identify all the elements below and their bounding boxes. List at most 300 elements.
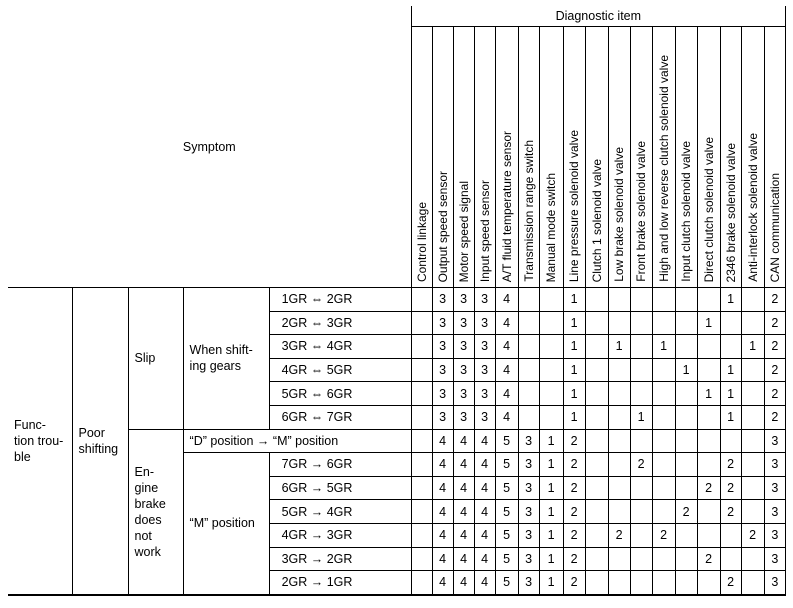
- table-cell: [630, 429, 652, 453]
- table-cell: 4: [432, 500, 453, 524]
- table-cell: 5: [495, 429, 518, 453]
- table-cell: 2: [764, 405, 785, 429]
- table-cell: 1: [608, 335, 630, 359]
- row-label-text: 5GR → 4GR: [281, 504, 353, 519]
- table-cell: 3: [453, 311, 474, 335]
- table-cell: [608, 311, 630, 335]
- column-header: [608, 27, 630, 288]
- table-cell: [411, 429, 432, 453]
- table-cell: 3: [474, 405, 495, 429]
- table-cell: [720, 523, 741, 547]
- table-cell: [630, 335, 652, 359]
- table-cell: 1: [720, 288, 741, 312]
- row-label-text: 3GR ⇔ 4GR: [281, 339, 353, 354]
- column-header-label: A/T fluid temperature sensor: [499, 130, 514, 282]
- header-row-top: [8, 6, 786, 27]
- table-cell: 4: [453, 500, 474, 524]
- row-label: [269, 311, 411, 335]
- table-cell: [697, 429, 720, 453]
- row-label: [269, 453, 411, 477]
- row-label: [269, 382, 411, 406]
- table-cell: [585, 500, 608, 524]
- row-label-text: 6GR → 5GR: [281, 481, 353, 496]
- diagnostic-item-header: [411, 6, 785, 27]
- table-cell: 3: [474, 288, 495, 312]
- table-cell: 3: [453, 358, 474, 382]
- table-cell: [697, 571, 720, 595]
- table-cell: [630, 571, 652, 595]
- table-cell: 5: [495, 547, 518, 571]
- table-cell: [697, 358, 720, 382]
- table-cell: 1: [720, 405, 741, 429]
- table-cell: 2: [608, 523, 630, 547]
- table-cell: 4: [432, 523, 453, 547]
- table-cell: [697, 335, 720, 359]
- table-cell: 2: [720, 453, 741, 477]
- column-header: [764, 27, 785, 288]
- table-cell: 3: [453, 288, 474, 312]
- table-cell: 1: [720, 382, 741, 406]
- table-cell: [585, 476, 608, 500]
- table-cell: [411, 476, 432, 500]
- table-cell: 3: [453, 335, 474, 359]
- table-cell: [585, 523, 608, 547]
- table-cell: [608, 429, 630, 453]
- table-cell: [675, 405, 697, 429]
- column-header: [563, 27, 585, 288]
- table-cell: [411, 523, 432, 547]
- column-header-label: Line pressure solenoid valve: [567, 129, 582, 282]
- table-cell: [539, 335, 563, 359]
- table-cell: 2: [764, 335, 785, 359]
- column-header: [539, 27, 563, 288]
- table-cell: [630, 382, 652, 406]
- diagnostic-table: [8, 6, 786, 596]
- table-cell: [411, 453, 432, 477]
- row-label: [269, 358, 411, 382]
- engine-brake-label-text: En- gine brake does not work: [134, 464, 166, 559]
- table-cell: [720, 547, 741, 571]
- table-cell: 3: [432, 382, 453, 406]
- column-header-label: Input clutch solenoid valve: [679, 141, 694, 282]
- table-cell: 2: [764, 358, 785, 382]
- column-header-label: Manual mode switch: [544, 172, 559, 282]
- table-cell: 4: [495, 405, 518, 429]
- table-cell: 3: [764, 476, 785, 500]
- function-trouble-label: [8, 288, 72, 595]
- function-trouble-label-text: Func- tion trou- ble: [14, 417, 64, 464]
- table-cell: 3: [518, 453, 539, 477]
- table-cell: [411, 571, 432, 595]
- table-cell: [741, 382, 764, 406]
- column-header: [720, 27, 741, 288]
- table-cell: 4: [495, 358, 518, 382]
- table-cell: 4: [453, 476, 474, 500]
- table-cell: 2: [563, 429, 585, 453]
- table-cell: [585, 311, 608, 335]
- table-cell: [675, 288, 697, 312]
- table-cell: 5: [495, 500, 518, 524]
- table-cell: 3: [432, 405, 453, 429]
- table-cell: 1: [563, 405, 585, 429]
- row-label-text: 3GR → 2GR: [281, 551, 353, 566]
- table-cell: [608, 358, 630, 382]
- table-cell: [741, 358, 764, 382]
- table-cell: 5: [495, 453, 518, 477]
- table-cell: 3: [518, 500, 539, 524]
- table-cell: 1: [563, 382, 585, 406]
- table-cell: 2: [720, 571, 741, 595]
- table-cell: [630, 311, 652, 335]
- column-header-label: Low brake solenoid valve: [612, 147, 627, 282]
- column-header-label: Anti-interlock solenoid valve: [745, 133, 760, 282]
- table-cell: 1: [539, 547, 563, 571]
- row-label: [269, 571, 411, 595]
- table-cell: 2: [764, 311, 785, 335]
- row-label: [269, 335, 411, 359]
- table-cell: [720, 429, 741, 453]
- table-cell: [585, 358, 608, 382]
- table-cell: 3: [518, 476, 539, 500]
- table-cell: 1: [539, 453, 563, 477]
- row-label: [269, 405, 411, 429]
- table-cell: 3: [432, 288, 453, 312]
- table-cell: 3: [764, 523, 785, 547]
- table-cell: 2: [720, 476, 741, 500]
- poor-shifting-label-text: Poor shifting: [78, 425, 119, 456]
- table-cell: 4: [474, 500, 495, 524]
- table-cell: [585, 429, 608, 453]
- symptom-header: [8, 6, 411, 288]
- table-cell: 1: [563, 288, 585, 312]
- table-cell: 4: [474, 453, 495, 477]
- table-cell: [675, 311, 697, 335]
- table-cell: [741, 500, 764, 524]
- table-cell: [652, 547, 675, 571]
- column-header: [518, 27, 539, 288]
- table-cell: [608, 288, 630, 312]
- table-cell: 5: [495, 523, 518, 547]
- table-cell: 3: [474, 335, 495, 359]
- table-cell: 3: [518, 429, 539, 453]
- table-cell: [741, 311, 764, 335]
- table-cell: [652, 476, 675, 500]
- table-cell: [518, 382, 539, 406]
- table-cell: [411, 500, 432, 524]
- table-cell: [675, 571, 697, 595]
- row-label-text: 1GR ⇔ 2GR: [281, 292, 353, 307]
- table-cell: 1: [741, 335, 764, 359]
- column-header: [741, 27, 764, 288]
- table-cell: 1: [539, 523, 563, 547]
- table-cell: [585, 453, 608, 477]
- table-cell: [675, 523, 697, 547]
- table-cell: 4: [453, 571, 474, 595]
- table-cell: [608, 500, 630, 524]
- column-header-label: Motor speed signal: [456, 180, 471, 282]
- table-cell: [411, 547, 432, 571]
- table-cell: [630, 523, 652, 547]
- table-cell: [411, 335, 432, 359]
- table-cell: [741, 405, 764, 429]
- m-position-label: [183, 453, 269, 595]
- table-row: [8, 288, 786, 312]
- table-cell: 1: [697, 382, 720, 406]
- table-cell: [539, 311, 563, 335]
- table-cell: 4: [495, 382, 518, 406]
- column-header: [697, 27, 720, 288]
- column-header-label: Control linkage: [414, 201, 429, 282]
- row-label: [183, 429, 411, 453]
- table-cell: [652, 382, 675, 406]
- table-cell: 3: [518, 547, 539, 571]
- table-cell: [608, 476, 630, 500]
- table-cell: 2: [563, 476, 585, 500]
- table-cell: 1: [539, 476, 563, 500]
- table-cell: 2: [764, 288, 785, 312]
- table-cell: 1: [697, 311, 720, 335]
- table-cell: 4: [453, 453, 474, 477]
- table-cell: [630, 476, 652, 500]
- table-cell: [411, 288, 432, 312]
- table-cell: 3: [474, 358, 495, 382]
- table-cell: [630, 547, 652, 571]
- table-cell: 4: [474, 429, 495, 453]
- table-cell: 4: [474, 523, 495, 547]
- table-cell: 3: [432, 311, 453, 335]
- table-cell: [697, 500, 720, 524]
- table-cell: 5: [495, 476, 518, 500]
- table-cell: [697, 453, 720, 477]
- engine-brake-label: [128, 429, 183, 595]
- table-cell: 2: [675, 500, 697, 524]
- table-cell: 1: [539, 571, 563, 595]
- table-cell: 4: [432, 476, 453, 500]
- column-header-label: Input speed sensor: [477, 179, 492, 282]
- table-cell: 1: [563, 311, 585, 335]
- table-cell: [585, 547, 608, 571]
- column-header: [495, 27, 518, 288]
- table-cell: [720, 335, 741, 359]
- row-label: [269, 500, 411, 524]
- table-cell: 4: [495, 311, 518, 335]
- table-cell: [741, 547, 764, 571]
- table-cell: [741, 288, 764, 312]
- table-cell: [518, 405, 539, 429]
- table-cell: [411, 358, 432, 382]
- row-label-text: “D” position → “M” position: [189, 433, 339, 448]
- row-label: [269, 523, 411, 547]
- table-cell: 1: [652, 335, 675, 359]
- table-cell: [652, 571, 675, 595]
- column-header: [453, 27, 474, 288]
- symptom-header-text: Symptom: [182, 139, 236, 154]
- row-label-text: 2GR → 1GR: [281, 575, 353, 590]
- table-cell: [608, 405, 630, 429]
- table-cell: [697, 523, 720, 547]
- table-cell: 2: [652, 523, 675, 547]
- table-cell: 2: [630, 453, 652, 477]
- table-cell: [652, 453, 675, 477]
- table-cell: [697, 288, 720, 312]
- table-cell: 1: [675, 358, 697, 382]
- table-cell: [411, 382, 432, 406]
- table-cell: 3: [518, 523, 539, 547]
- table-cell: [652, 288, 675, 312]
- column-header: [675, 27, 697, 288]
- table-cell: [652, 429, 675, 453]
- table-cell: [608, 547, 630, 571]
- table-cell: [741, 476, 764, 500]
- table-cell: [539, 358, 563, 382]
- table-cell: [675, 429, 697, 453]
- row-label-text: 7GR → 6GR: [281, 457, 353, 472]
- table-cell: 4: [453, 429, 474, 453]
- table-cell: [630, 500, 652, 524]
- table-cell: [518, 311, 539, 335]
- table-cell: 2: [697, 476, 720, 500]
- table-cell: [585, 335, 608, 359]
- table-cell: [675, 547, 697, 571]
- table-cell: [608, 571, 630, 595]
- table-cell: 1: [563, 335, 585, 359]
- table-cell: [585, 382, 608, 406]
- table-cell: [741, 429, 764, 453]
- table-cell: [518, 335, 539, 359]
- table-cell: 3: [764, 571, 785, 595]
- row-label-text: 2GR ⇔ 3GR: [281, 315, 353, 330]
- column-header: [474, 27, 495, 288]
- table-cell: [675, 476, 697, 500]
- table-cell: 4: [453, 523, 474, 547]
- column-header: [432, 27, 453, 288]
- table-cell: [585, 571, 608, 595]
- table-cell: [741, 571, 764, 595]
- table-cell: 4: [495, 288, 518, 312]
- table-cell: 3: [764, 500, 785, 524]
- column-header-label: Output speed sensor: [435, 170, 450, 282]
- column-header: [411, 27, 432, 288]
- table-cell: 2: [697, 547, 720, 571]
- table-cell: 4: [474, 547, 495, 571]
- table-cell: [518, 288, 539, 312]
- table-cell: [585, 405, 608, 429]
- table-cell: 3: [474, 382, 495, 406]
- diagnostic-item-header-text: Diagnostic item: [555, 9, 642, 23]
- table-cell: [741, 453, 764, 477]
- table-cell: 3: [453, 382, 474, 406]
- table-cell: 1: [539, 500, 563, 524]
- table-cell: [675, 382, 697, 406]
- table-cell: [652, 358, 675, 382]
- table-cell: 2: [563, 547, 585, 571]
- table-cell: 2: [764, 382, 785, 406]
- table-cell: 3: [764, 453, 785, 477]
- column-header-label: 2346 brake solenoid valve: [723, 142, 738, 282]
- table-cell: [539, 405, 563, 429]
- column-header-label: Clutch 1 solenoid valve: [589, 158, 604, 282]
- slip-label: [128, 288, 183, 430]
- table-cell: 3: [453, 405, 474, 429]
- table-cell: 2: [563, 453, 585, 477]
- when-shifting-label-text: When shift- ing gears: [189, 343, 253, 374]
- table-cell: 2: [741, 523, 764, 547]
- table-cell: 4: [474, 571, 495, 595]
- table-cell: [652, 311, 675, 335]
- table-cell: [585, 288, 608, 312]
- column-header: [630, 27, 652, 288]
- poor-shifting-label: [72, 288, 128, 595]
- table-cell: [539, 288, 563, 312]
- table-cell: 4: [495, 335, 518, 359]
- table-cell: 5: [495, 571, 518, 595]
- row-label-text: 4GR ⇔ 5GR: [281, 363, 353, 378]
- table-cell: [652, 500, 675, 524]
- column-header-label: Front brake solenoid valve: [634, 141, 649, 282]
- table-cell: 4: [474, 476, 495, 500]
- table-cell: 3: [432, 335, 453, 359]
- table-cell: 3: [432, 358, 453, 382]
- table-cell: 3: [518, 571, 539, 595]
- table-cell: 3: [474, 311, 495, 335]
- table-cell: [608, 382, 630, 406]
- table-cell: [539, 382, 563, 406]
- table-cell: [518, 358, 539, 382]
- table-cell: 4: [432, 453, 453, 477]
- row-label: [269, 476, 411, 500]
- table-cell: 4: [432, 429, 453, 453]
- table-cell: [697, 405, 720, 429]
- table-cell: 2: [563, 523, 585, 547]
- table-cell: [411, 311, 432, 335]
- table-cell: [608, 453, 630, 477]
- table-cell: [675, 335, 697, 359]
- row-label: [269, 288, 411, 312]
- row-label: [269, 547, 411, 571]
- table-cell: [652, 405, 675, 429]
- column-header-label: Transmission range switch: [521, 140, 536, 282]
- table-cell: [411, 405, 432, 429]
- table-cell: 3: [764, 429, 785, 453]
- column-header-label: Direct clutch solenoid valve: [701, 136, 716, 282]
- table-cell: [630, 358, 652, 382]
- row-label-text: 6GR ⇔ 7GR: [281, 410, 353, 425]
- table-cell: 4: [432, 571, 453, 595]
- table-cell: 4: [453, 547, 474, 571]
- table-cell: 2: [563, 500, 585, 524]
- table-cell: [720, 311, 741, 335]
- row-label-text: 4GR → 3GR: [281, 528, 353, 543]
- table-cell: 3: [764, 547, 785, 571]
- table-cell: [675, 453, 697, 477]
- table-cell: 1: [720, 358, 741, 382]
- row-label-text: 5GR ⇔ 6GR: [281, 386, 353, 401]
- column-header-label: High and low reverse clutch solenoid valve: [656, 55, 671, 282]
- column-header-label: CAN communication: [767, 172, 782, 282]
- table-cell: 2: [563, 571, 585, 595]
- table-cell: 1: [630, 405, 652, 429]
- when-shifting-label: [183, 288, 269, 430]
- column-header: [652, 27, 675, 288]
- slip-label-text: Slip: [134, 351, 156, 366]
- table-cell: 4: [432, 547, 453, 571]
- table-cell: [630, 288, 652, 312]
- table-cell: 1: [563, 358, 585, 382]
- table-cell: 2: [720, 500, 741, 524]
- table-cell: 1: [539, 429, 563, 453]
- m-position-label-text: “M” position: [189, 516, 255, 531]
- column-header: [585, 27, 608, 288]
